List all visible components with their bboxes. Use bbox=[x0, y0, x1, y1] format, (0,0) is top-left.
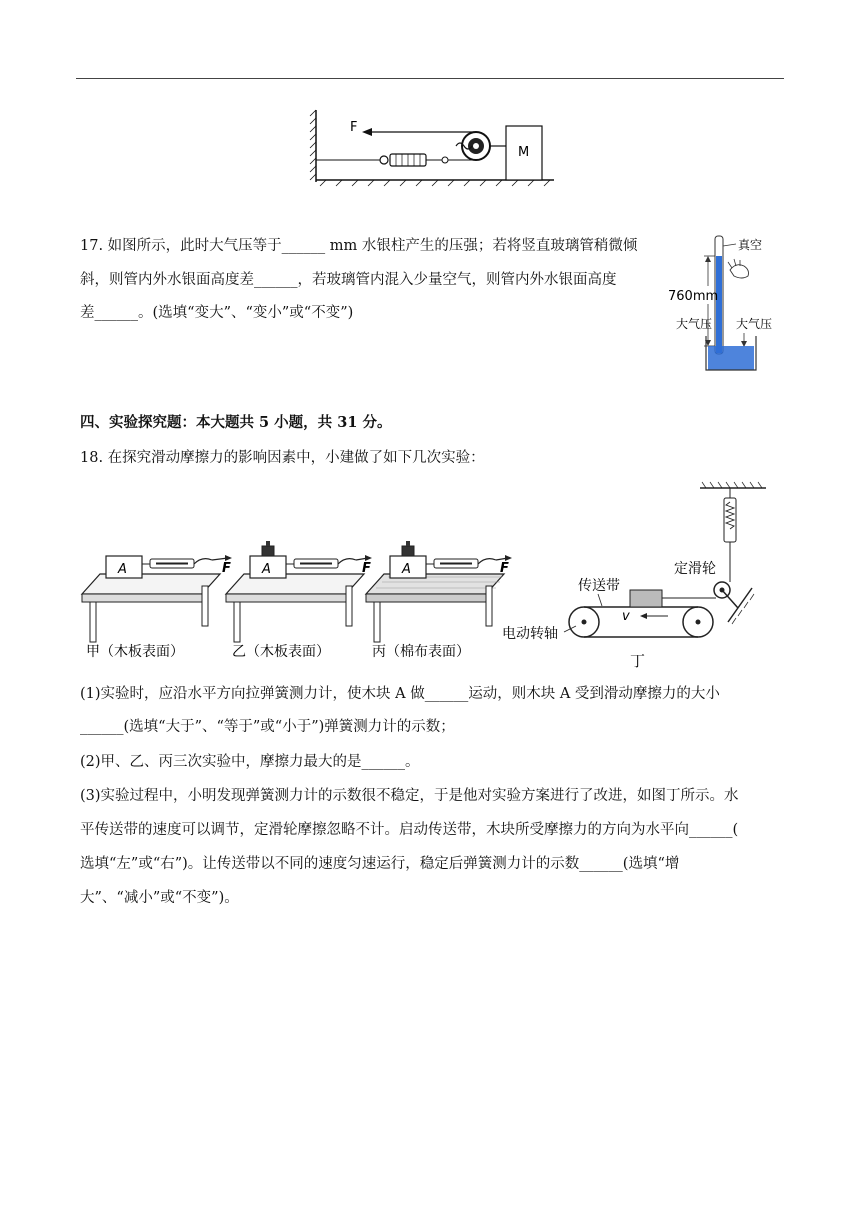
vacuum-label: 真空 bbox=[738, 238, 763, 252]
block-a-yi: A bbox=[262, 562, 271, 577]
height-label: 760mm bbox=[668, 289, 719, 304]
force-f-jia: F bbox=[222, 561, 231, 576]
label-fixed-pulley: 定滑轮 bbox=[674, 561, 716, 577]
caption-ding: 丁 bbox=[630, 652, 646, 670]
q18-intro: 18. 在探究滑动摩擦力的影响因素中，小建做了如下几次实验： bbox=[80, 450, 485, 466]
atm-right-label: 大气压 bbox=[736, 317, 773, 331]
q17-line1: 17. 如图所示，此时大气压等于______ mm 水银柱产生的压强；若将竖直玻璃管稍微倾 bbox=[80, 238, 638, 254]
block-a-bing: A bbox=[402, 562, 411, 577]
label-velocity: v bbox=[622, 609, 630, 624]
force-f-bing: F bbox=[500, 561, 509, 576]
figure-friction-experiments bbox=[76, 478, 776, 674]
table-yi bbox=[226, 541, 372, 660]
caption-bing: 丙（棉布表面） bbox=[372, 644, 470, 660]
q17-line2: 斜，则管内外水银面高度差______，若玻璃管内混入少量空气，则管内外水银面高度 bbox=[80, 272, 617, 288]
figure-pulley-block bbox=[306, 106, 558, 190]
label-motor-axle: 电动转轴 bbox=[502, 626, 558, 642]
caption-yi: 乙（木板表面） bbox=[232, 644, 330, 660]
q18-p1-line1: (1)实验时，应沿水平方向拉弹簧测力计，使木块 A 做______运动，则木块 A 受到滑动摩擦力的大小 bbox=[80, 686, 720, 702]
force-f-yi: F bbox=[362, 561, 371, 576]
block-m-label: M bbox=[518, 145, 530, 160]
q18-p2: (2)甲、乙、丙三次实验中，摩擦力最大的是______。 bbox=[80, 754, 420, 770]
table-bing bbox=[366, 541, 512, 660]
table-jia bbox=[82, 555, 232, 660]
q18-p1-line2: ______(选填“大于”、“等于”或“小于”)弹簧测力计的示数； bbox=[80, 719, 455, 735]
q18-p3-line2: 平传送带的速度可以调节，定滑轮摩擦忽略不计。启动传送带，木块所受摩擦力的方向为水平向______( bbox=[80, 822, 739, 838]
setup-ding bbox=[502, 482, 766, 670]
figure-torricelli bbox=[660, 230, 790, 376]
force-label: F bbox=[350, 120, 358, 135]
q17-line3: 差______。(选填“变大”、“变小”或“不变”) bbox=[80, 305, 354, 321]
block-a-jia: A bbox=[118, 562, 127, 577]
atm-left-label: 大气压 bbox=[676, 317, 713, 331]
q18-p3-line1: (3)实验过程中，小明发现弹簧测力计的示数很不稳定，于是他对实验方案进行了改进，如图丁所示。水 bbox=[80, 788, 739, 804]
caption-jia: 甲（木板表面） bbox=[86, 644, 184, 660]
section-4-title: 四、实验探究题：本大题共 5 小题，共 31 分。 bbox=[80, 414, 392, 431]
label-belt: 传送带 bbox=[578, 578, 620, 594]
header-rule bbox=[76, 78, 784, 79]
q18-p3-line3: 选填“左”或“右”)。让传送带以不同的速度匀速运行，稳定后弹簧测力计的示数______(选填“增 bbox=[80, 856, 680, 872]
q18-p3-line4: 大”、“减小”或“不变”)。 bbox=[80, 890, 239, 906]
